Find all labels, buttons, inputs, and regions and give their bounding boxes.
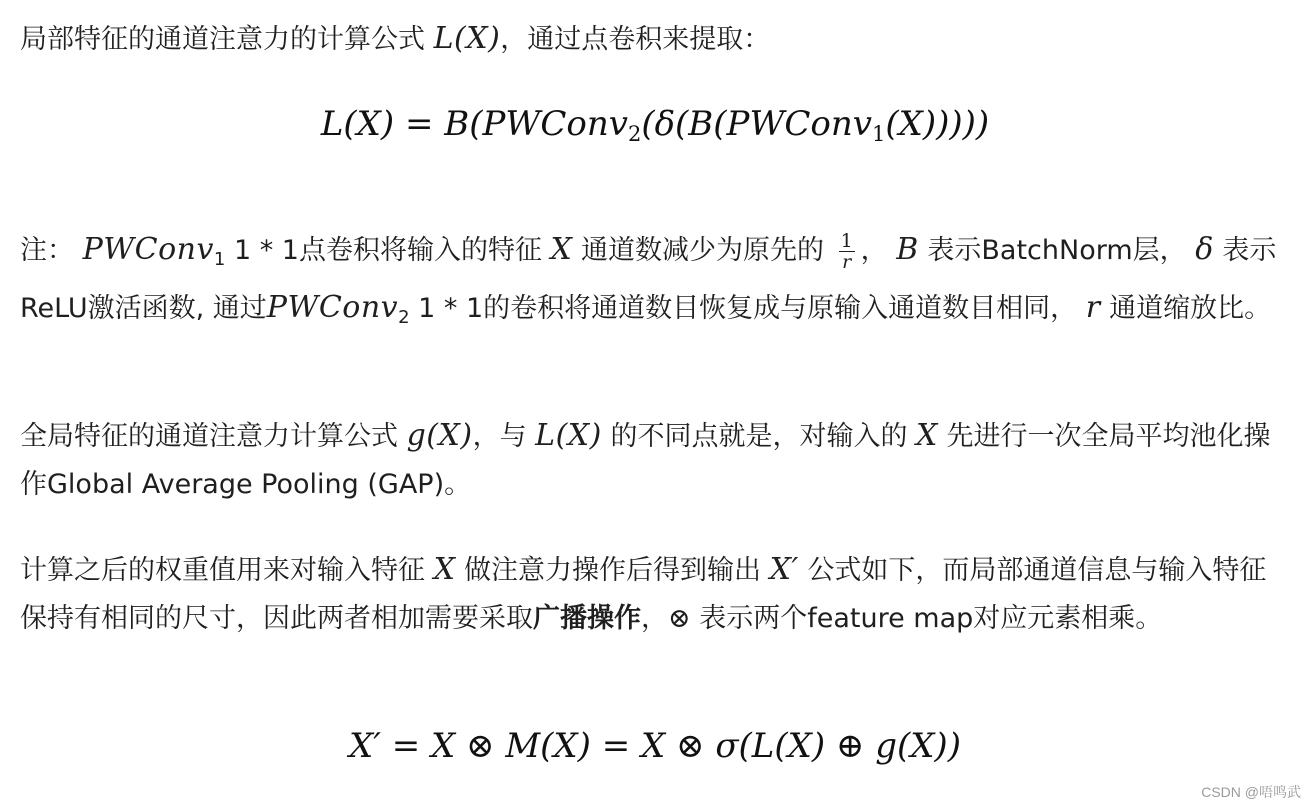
otimes-symbol: ⊗: [668, 603, 691, 634]
text: 1 * 1点卷积将输入的特征: [225, 235, 551, 266]
text: 做注意力操作后得到输出: [455, 555, 770, 586]
text: 通道数减少为原先的: [572, 235, 833, 266]
paragraph-notes: [20, 226, 1285, 342]
eq-subscript: 2: [627, 122, 642, 146]
math-inline: X: [433, 552, 456, 587]
text: 注：: [20, 235, 83, 266]
paragraph-local-attention-intro: [20, 15, 1285, 64]
text: ，: [641, 603, 668, 634]
bold-text: 广播操作: [533, 603, 641, 634]
text: 计算之后的权重值用来对输入特征: [20, 555, 434, 586]
eq-subscript: 1: [871, 122, 886, 146]
fraction-denominator: r: [842, 251, 852, 273]
math-inline: X: [916, 418, 938, 453]
eq-sign: =: [394, 104, 445, 144]
equation-local-attention: [20, 104, 1290, 146]
text: ，与: [472, 421, 536, 452]
fraction-numerator: 1: [840, 230, 853, 252]
text: 先进行一次全局平均池化操作Global Average Pooling (GAP)。: [20, 421, 1271, 500]
eq-output-formula: X′ = X ⊗ M(X) = X ⊗ σ(L(X) ⊕ g(X)): [349, 726, 961, 766]
text: 表示ReLU激活函数, 通过: [20, 235, 1277, 324]
watermark: CSDN @唔鸣武: [1201, 784, 1301, 800]
math-inline: g(X): [406, 418, 473, 453]
text: 全局特征的通道注意力计算公式: [20, 421, 407, 452]
paragraph-output-formula: [20, 546, 1285, 643]
paragraph-global-attention: [20, 412, 1285, 509]
eq-part: B(PWConv: [444, 104, 628, 144]
eq-lhs: L(X): [320, 104, 395, 144]
math-inline: PWConv: [82, 232, 214, 267]
eq-part: (X))))): [885, 104, 990, 144]
text: 局部特征的通道注意力的计算公式: [20, 24, 434, 55]
math-inline: δ: [1195, 232, 1214, 267]
math-inline: L(X): [535, 418, 602, 453]
text: ，通过点卷积来提取：: [500, 24, 771, 55]
math-inline: r: [1085, 290, 1101, 325]
equation-output: [20, 726, 1290, 766]
math-subscript: 1: [213, 249, 226, 270]
math-inline: PWConv: [266, 290, 399, 325]
math-inline: B: [896, 232, 919, 267]
fraction: [839, 231, 855, 272]
math-inline: X: [550, 232, 573, 267]
math-inline: X′: [769, 552, 799, 587]
text: 公式如下，而局部通道信息与输入特征保持有相同的尺寸，因此两者相加需要采取: [20, 555, 1267, 634]
text: 1 * 1的卷积将通道数目恢复成与原输入通道数目相同，: [409, 293, 1086, 324]
math-inline: L(X): [433, 21, 501, 56]
text: 表示BatchNorm层，: [918, 235, 1196, 266]
eq-part: (δ(B(PWConv: [641, 104, 872, 144]
text: 的不同点就是，对输入的: [601, 421, 917, 452]
math-subscript: 2: [398, 307, 410, 328]
text: 通道缩放比。: [1100, 293, 1272, 324]
text: 表示两个feature map对应元素相乘。: [690, 603, 1163, 634]
text: ，: [860, 235, 897, 266]
